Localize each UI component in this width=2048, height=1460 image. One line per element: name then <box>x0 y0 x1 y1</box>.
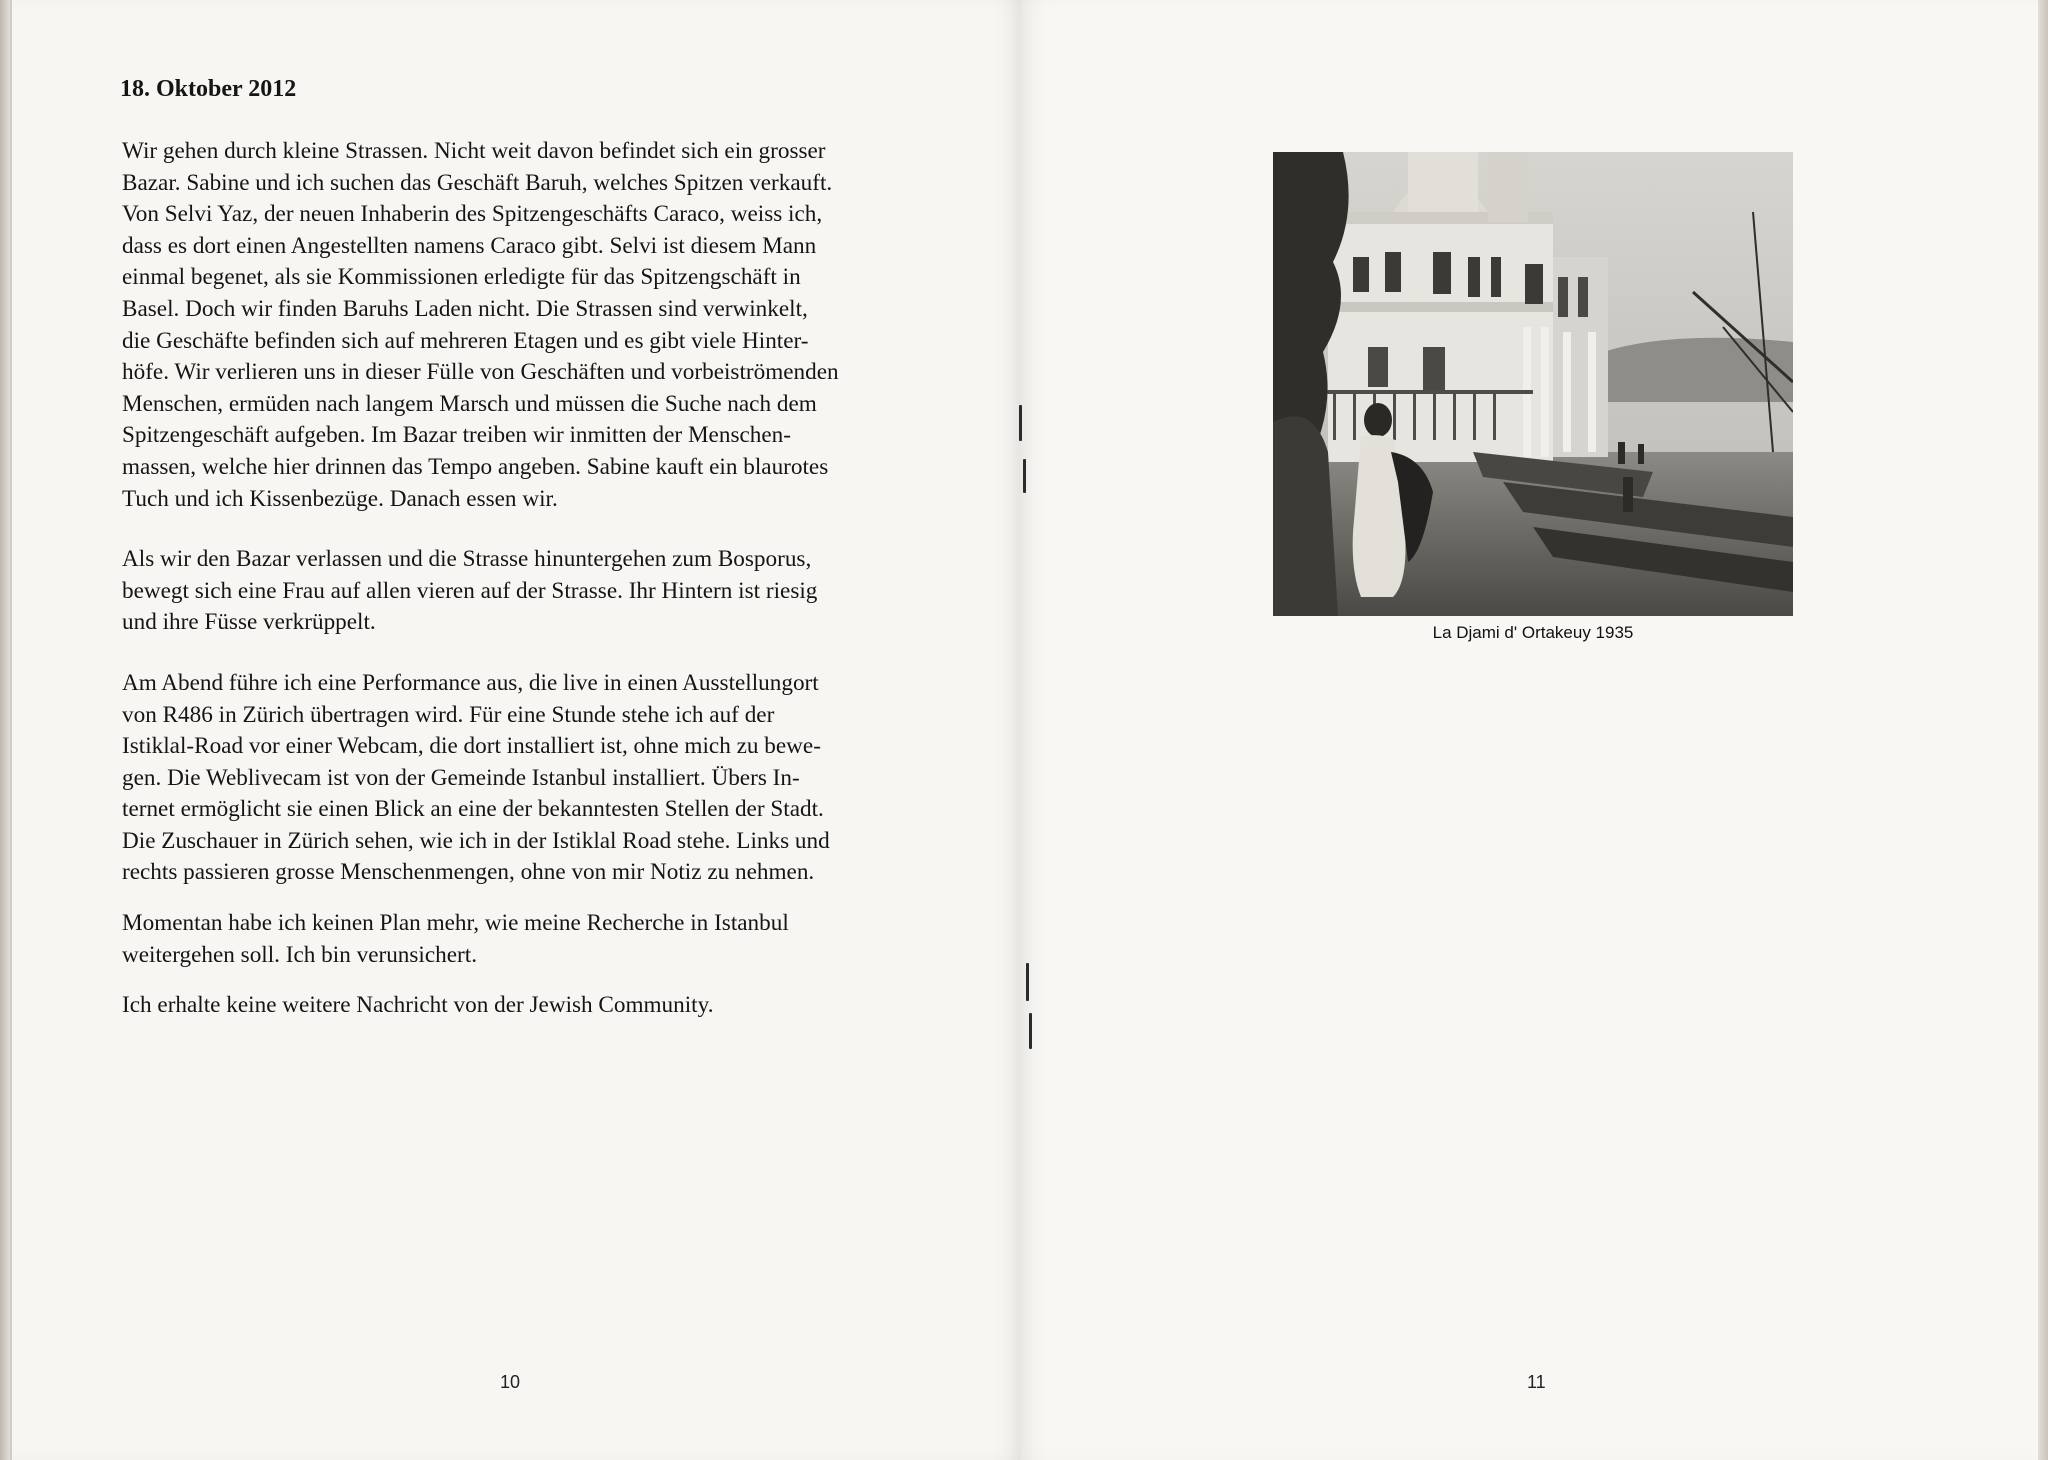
text-line: Menschen, ermüden nach langem Marsch und müssen die Suche nach dem <box>122 390 817 417</box>
text-line: Die Zuschauer in Zürich sehen, wie ich in der Istiklal Road stehe. Links und <box>122 827 830 854</box>
text-line: Als wir den Bazar verlassen und die Strasse hinuntergehen zum Bosporus, <box>122 546 812 573</box>
text-line: die Geschäfte befinden sich auf mehreren Etagen und es gibt viele Hinter- <box>122 327 809 354</box>
text-line: einmal begenet, als sie Kommissionen erledigte für das Spitzengschäft in <box>122 264 801 291</box>
page-number-right: 11 <box>1527 1372 1546 1392</box>
page-number-left: 10 <box>500 1372 521 1392</box>
text-line: Basel. Doch wir finden Baruhs Laden nicht. Die Strassen sind verwinkelt, <box>122 295 808 322</box>
text-line: bewegt sich eine Frau auf allen vieren auf der Strasse. Ihr Hintern ist riesig <box>122 577 818 604</box>
text-line: Istiklal-Road vor einer Webcam, die dort installiert ist, ohne mich zu bewe- <box>122 733 821 760</box>
text-line: Bazar. Sabine und ich suchen das Geschäft Baruh, welches Spitzen verkauft. <box>122 169 833 196</box>
paragraph-bosporus <box>122 544 942 639</box>
page-heading-date: 18. Oktober 2012 <box>120 76 297 102</box>
text-line: höfe. Wir verlieren uns in dieser Fülle von Geschäften und vorbeiströmenden <box>122 359 839 386</box>
show-through-text-left <box>146 1204 946 1297</box>
text-line: von R486 in Zürich übertragen wird. Für eine Stunde stehe ich auf der <box>122 701 775 728</box>
text-line: Am Abend führe ich eine Performance aus, die live in einen Ausstellungort <box>122 669 819 696</box>
book-edge-left <box>0 0 10 1460</box>
text-line: massen, welche hier drinnen das Tempo angeben. Sabine kauft ein blaurotes <box>122 453 829 480</box>
historic-photo-mosque <box>1273 152 1793 616</box>
staple-bottom-lower <box>1029 1013 1032 1049</box>
text-line: und ihre Füsse verkrüppelt. <box>122 609 376 636</box>
staple-bottom <box>1026 963 1029 1001</box>
text-line: weitergehen soll. Ich bin verunsichert. <box>122 941 478 968</box>
text-line: Von Selvi Yaz, der neuen Inhaberin des Spitzengeschäfts Caraco, weiss ich, <box>122 201 823 228</box>
text-line: Spitzengeschäft aufgeben. Im Bazar treiben wir inmitten der Menschen- <box>122 422 791 449</box>
text-line: Momentan habe ich keinen Plan mehr, wie meine Recherche in Istanbul <box>122 910 789 937</box>
staple-top <box>1019 405 1022 441</box>
text-line: gen. Die Weblivecam ist von der Gemeinde Istanbul installiert. Übers In- <box>122 764 800 791</box>
paragraph-bazar <box>122 136 942 515</box>
text-line: Ich erhalte keine weitere Nachricht von der Jewish Community. <box>122 992 714 1019</box>
text-line: Wir gehen durch kleine Strassen. Nicht weit davon befindet sich ein grosser <box>122 138 826 164</box>
book-edge-right <box>2038 0 2048 1460</box>
paragraph-recherche <box>122 908 942 971</box>
staple-top-lower <box>1023 459 1026 493</box>
text-line: Tuch und ich Kissenbezüge. Danach essen wir. <box>122 485 558 512</box>
text-line: dass es dort einen Angestellten namens Caraco gibt. Selvi ist diesem Mann <box>122 232 817 259</box>
body-text <box>122 136 942 1051</box>
text-line: rechts passieren grosse Menschenmengen, ohne von mir Notiz zu nehmen. <box>122 859 815 886</box>
paragraph-jewish-community <box>122 990 942 1022</box>
paragraph-performance <box>122 668 942 889</box>
photo-caption: La Djami d' Ortakeuy 1935 <box>1432 623 1634 642</box>
text-line: ternet ermöglicht sie einen Blick an eine der bekanntesten Stellen der Stadt. <box>122 796 824 823</box>
